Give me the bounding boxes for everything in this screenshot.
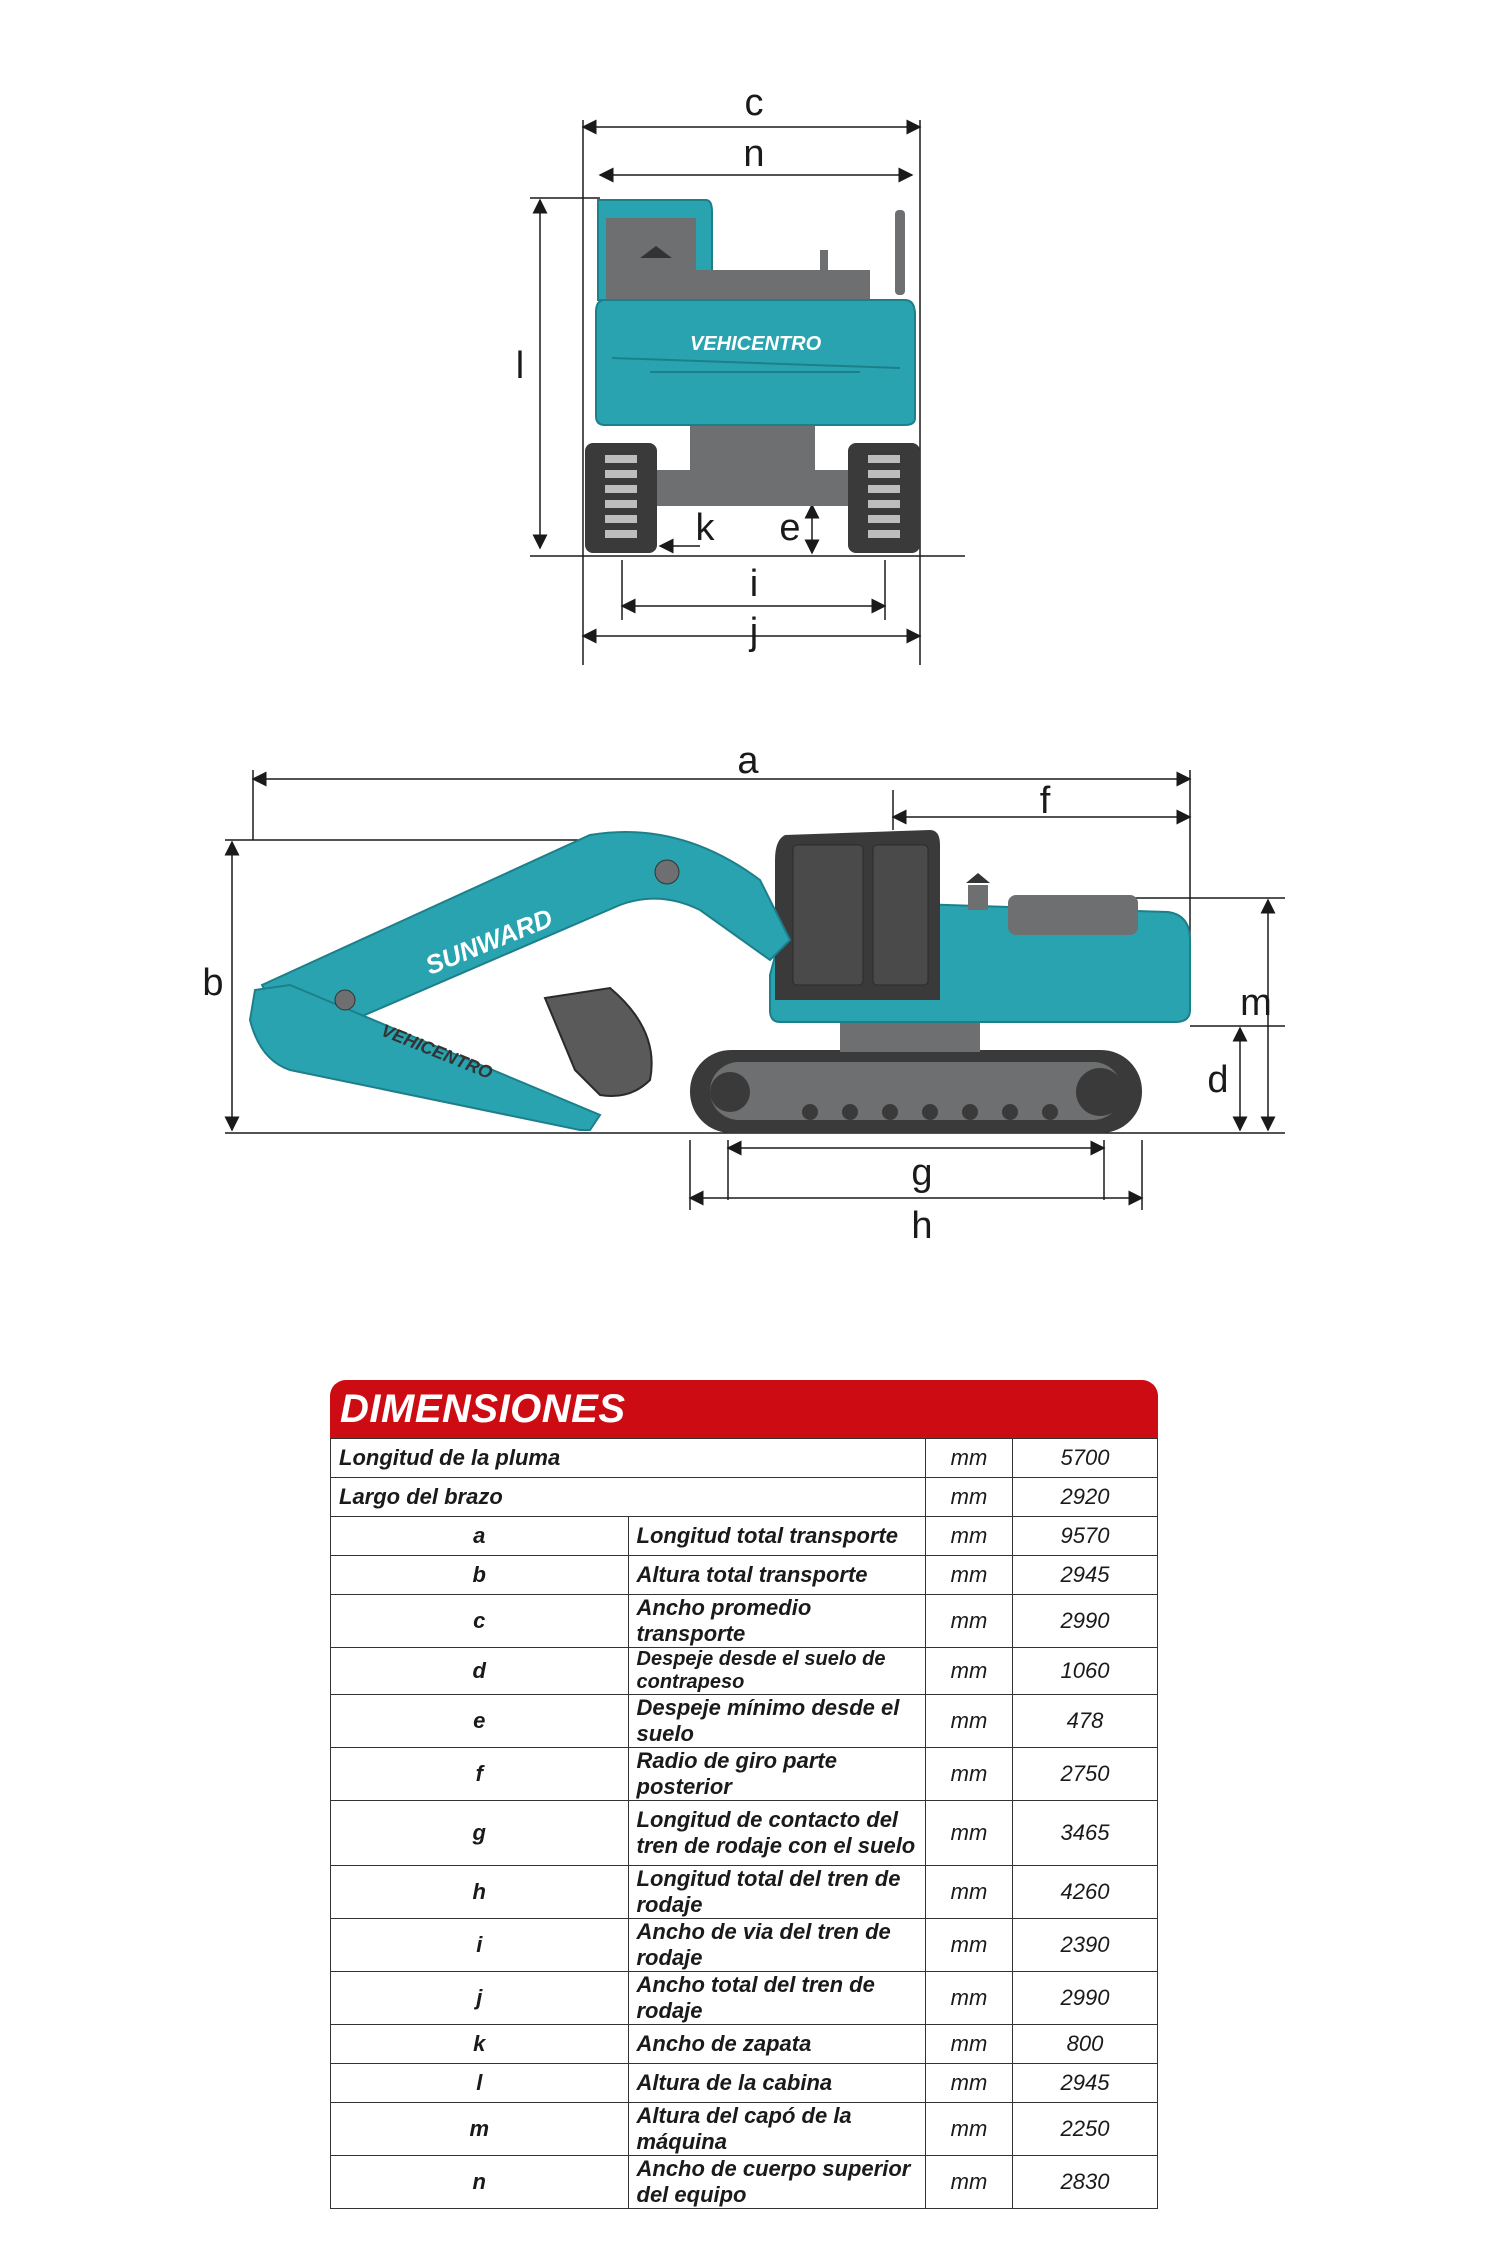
side-view-excavator <box>202 740 1271 1247</box>
row-unit: mm <box>926 2064 1013 2103</box>
row-value: 2920 <box>1013 1478 1158 1517</box>
row-value: 2990 <box>1013 1972 1158 2025</box>
row-value: 1060 <box>1013 1648 1158 1695</box>
table-row <box>331 1866 1158 1919</box>
table-row <box>331 1695 1158 1748</box>
row-value: 2390 <box>1013 1919 1158 1972</box>
dimensions-table <box>330 1380 1158 2209</box>
front-brand-logo: VEHICENTRO <box>690 333 822 355</box>
row-code: c <box>331 1595 629 1648</box>
row-code: n <box>331 2156 629 2209</box>
row-unit: mm <box>926 1972 1013 2025</box>
label-d: d <box>1207 1059 1229 1101</box>
row-label: Ancho promedio transporte <box>628 1595 926 1648</box>
arm-brand-logo: VEHICENTRO <box>378 1020 496 1083</box>
row-code: k <box>331 2025 629 2064</box>
row-unit: mm <box>926 2103 1013 2156</box>
row-value: 800 <box>1013 2025 1158 2064</box>
row-code: g <box>331 1801 629 1866</box>
row-label: Despeje mínimo desde el suelo <box>628 1695 926 1748</box>
row-label: Longitud total transporte <box>628 1517 926 1556</box>
table-row <box>331 1648 1158 1695</box>
row-code: m <box>331 2103 629 2156</box>
label-f: f <box>1039 780 1051 822</box>
row-label: Ancho de zapata <box>628 2025 926 2064</box>
table-row <box>331 2156 1158 2209</box>
boom-brand-logo: SUNWARD <box>421 902 557 981</box>
row-code: f <box>331 1748 629 1801</box>
row-value: 2250 <box>1013 2103 1158 2156</box>
table-row <box>331 1556 1158 1595</box>
row-unit: mm <box>926 1695 1013 1748</box>
label-c: c <box>744 82 764 124</box>
row-value: 2750 <box>1013 1748 1158 1801</box>
header-row <box>331 1478 1158 1517</box>
row-value: 2830 <box>1013 2156 1158 2209</box>
label-l: l <box>515 345 525 387</box>
table-row <box>331 1595 1158 1648</box>
label-j: j <box>749 611 759 653</box>
row-label: Ancho de via del tren de rodaje <box>628 1919 926 1972</box>
row-code: i <box>331 1919 629 1972</box>
row-label: Largo del brazo <box>331 1478 926 1517</box>
row-label: Ancho de cuerpo superior del equipo <box>628 2156 926 2209</box>
row-unit: mm <box>926 2025 1013 2064</box>
label-g: g <box>911 1152 933 1194</box>
row-code: j <box>331 1972 629 2025</box>
row-value: 3465 <box>1013 1801 1158 1866</box>
label-h: h <box>911 1205 933 1247</box>
row-value: 478 <box>1013 1695 1158 1748</box>
table-row <box>331 1517 1158 1556</box>
label-i: i <box>749 563 759 605</box>
dimensions-grid <box>330 1438 1158 2209</box>
row-code: b <box>331 1556 629 1595</box>
row-code: e <box>331 1695 629 1748</box>
row-value: 2945 <box>1013 1556 1158 1595</box>
row-code: a <box>331 1517 629 1556</box>
row-unit: mm <box>926 2156 1013 2209</box>
row-value: 2990 <box>1013 1595 1158 1648</box>
row-label: Ancho total del tren de rodaje <box>628 1972 926 2025</box>
table-row <box>331 1919 1158 1972</box>
row-label: Longitud de la pluma <box>331 1439 926 1478</box>
table-row <box>331 2103 1158 2156</box>
row-label: Altura total transporte <box>628 1556 926 1595</box>
label-a: a <box>737 740 759 782</box>
row-label: Altura del capó de la máquina <box>628 2103 926 2156</box>
table-row <box>331 2064 1158 2103</box>
row-label: Radio de giro parte posterior <box>628 1748 926 1801</box>
table-title: DIMENSIONES <box>330 1380 1158 1438</box>
table-row <box>331 1748 1158 1801</box>
row-unit: mm <box>926 1595 1013 1648</box>
row-unit: mm <box>926 1866 1013 1919</box>
row-code: d <box>331 1648 629 1695</box>
label-m: m <box>1240 982 1272 1024</box>
row-value: 9570 <box>1013 1517 1158 1556</box>
label-n: n <box>743 133 765 175</box>
row-value: 5700 <box>1013 1439 1158 1478</box>
table-row <box>331 1801 1158 1866</box>
label-b: b <box>202 962 224 1004</box>
front-view-excavator <box>516 82 920 653</box>
row-unit: mm <box>926 1556 1013 1595</box>
table-row <box>331 1972 1158 2025</box>
row-unit: mm <box>926 1439 1013 1478</box>
header-row <box>331 1439 1158 1478</box>
row-unit: mm <box>926 1648 1013 1695</box>
row-code: l <box>331 2064 629 2103</box>
row-unit: mm <box>926 1801 1013 1866</box>
row-value: 4260 <box>1013 1866 1158 1919</box>
row-label: Longitud total del tren de rodaje <box>628 1866 926 1919</box>
table-row <box>331 2025 1158 2064</box>
label-k: k <box>695 507 715 549</box>
row-label: Despeje desde el suelo de contrapeso <box>628 1648 926 1695</box>
row-label: Longitud de contacto del tren de rodaje con el suelo <box>628 1801 926 1866</box>
row-unit: mm <box>926 1517 1013 1556</box>
row-value: 2945 <box>1013 2064 1158 2103</box>
label-e: e <box>779 507 801 549</box>
row-unit: mm <box>926 1919 1013 1972</box>
row-code: h <box>331 1866 629 1919</box>
row-unit: mm <box>926 1748 1013 1801</box>
row-label: Altura de la cabina <box>628 2064 926 2103</box>
row-unit: mm <box>926 1478 1013 1517</box>
